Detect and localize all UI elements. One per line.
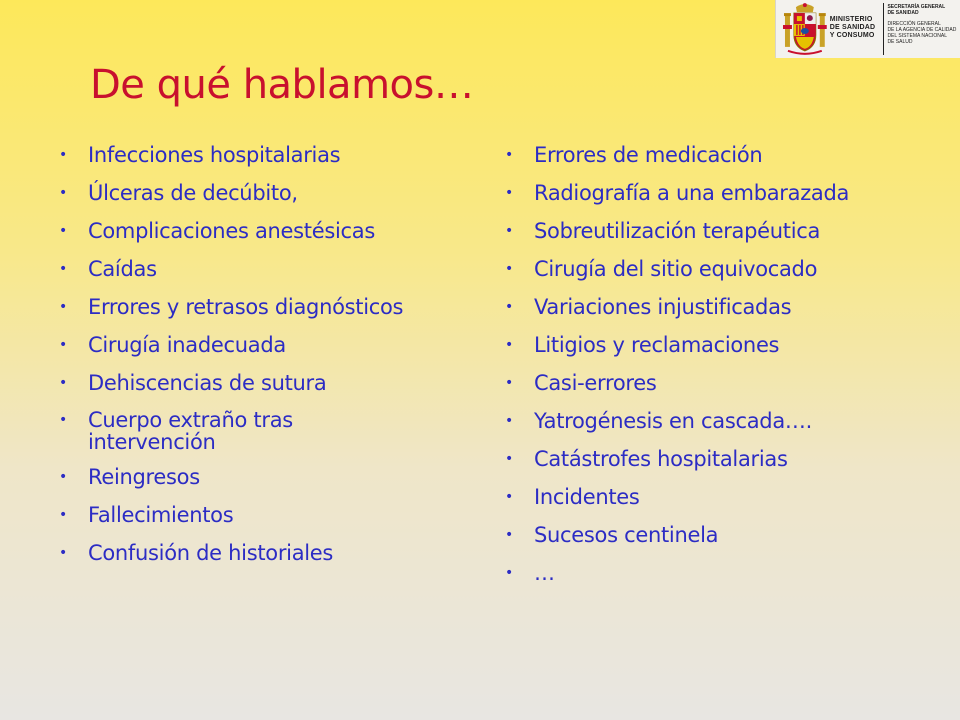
coat-of-arms-icon [782, 1, 828, 57]
bullet-icon: • [59, 185, 67, 201]
bullet-icon: • [59, 261, 67, 277]
bullet-icon: • [505, 337, 513, 353]
list-item: • Úlceras de decúbito, [59, 181, 298, 205]
ministry-logo [775, 0, 960, 58]
bullet-icon: • [59, 375, 67, 391]
bullet-icon: • [505, 565, 513, 581]
list-item: • Incidentes [505, 485, 640, 509]
bullet-icon: • [505, 261, 513, 277]
bullet-icon: • [505, 223, 513, 239]
logo-divider [883, 3, 884, 55]
list-item: • Yatrogénesis en cascada…. [505, 409, 812, 433]
bullet-icon: • [59, 412, 67, 428]
list-item: • Fallecimientos [59, 503, 234, 527]
bullet-icon: • [59, 545, 67, 561]
list-item: • Sucesos centinela [505, 523, 719, 547]
list-item: • Caídas [59, 257, 157, 281]
ministry-name: MINISTERIO DE SANIDAD Y CONSUMO [829, 16, 876, 39]
list-item: • Variaciones injustificadas [505, 295, 792, 319]
bullet-icon: • [505, 527, 513, 543]
bullet-icon: • [505, 489, 513, 505]
bullet-icon: • [505, 451, 513, 467]
list-item: • Catástrofes hospitalarias [505, 447, 788, 471]
list-item: • Dehiscencias de sutura [59, 371, 327, 395]
list-item: • Casi-errores [505, 371, 657, 395]
right-bullet-list [504, 143, 944, 599]
list-item: • Errores de medicación [505, 143, 763, 167]
list-item: • Confusión de historiales [59, 541, 334, 565]
bullet-icon: • [59, 469, 67, 485]
bullet-icon: • [505, 375, 513, 391]
list-item: • Infecciones hospitalarias [59, 143, 341, 167]
bullet-icon: • [505, 299, 513, 315]
list-item: • Errores y retrasos diagnósticos [59, 295, 404, 319]
left-bullet-list [58, 143, 468, 579]
bullet-icon: • [505, 185, 513, 201]
bullet-icon: • [59, 507, 67, 523]
bullet-icon: • [505, 147, 513, 163]
list-item: • Cirugía del sitio equivocado [505, 257, 818, 281]
bullet-icon: • [59, 223, 67, 239]
bullet-icon: • [59, 337, 67, 353]
slide-title: De qué hablamos… [90, 62, 474, 108]
list-item: • … [505, 561, 555, 585]
list-item: • Radiografía a una embarazada [505, 181, 850, 205]
organization-name: SECRETARÍA GENERAL DE SANIDAD DIRECCIÓN GENERAL DE LA AGENCIA DE CALIDAD DEL SISTEMA NACIONAL DE SALUD [887, 4, 957, 45]
list-item: • Sobreutilización terapéutica [505, 219, 821, 243]
bullet-icon: • [59, 147, 67, 163]
bullet-icon: • [505, 413, 513, 429]
list-item: • Cirugía inadecuada [59, 333, 286, 357]
list-item: • Reingresos [59, 465, 200, 489]
bullet-icon: • [59, 299, 67, 315]
list-item: • Cuerpo extraño tras intervención [59, 408, 293, 454]
list-item: • Complicaciones anestésicas [59, 219, 375, 243]
list-item: • Litigios y reclamaciones [505, 333, 780, 357]
